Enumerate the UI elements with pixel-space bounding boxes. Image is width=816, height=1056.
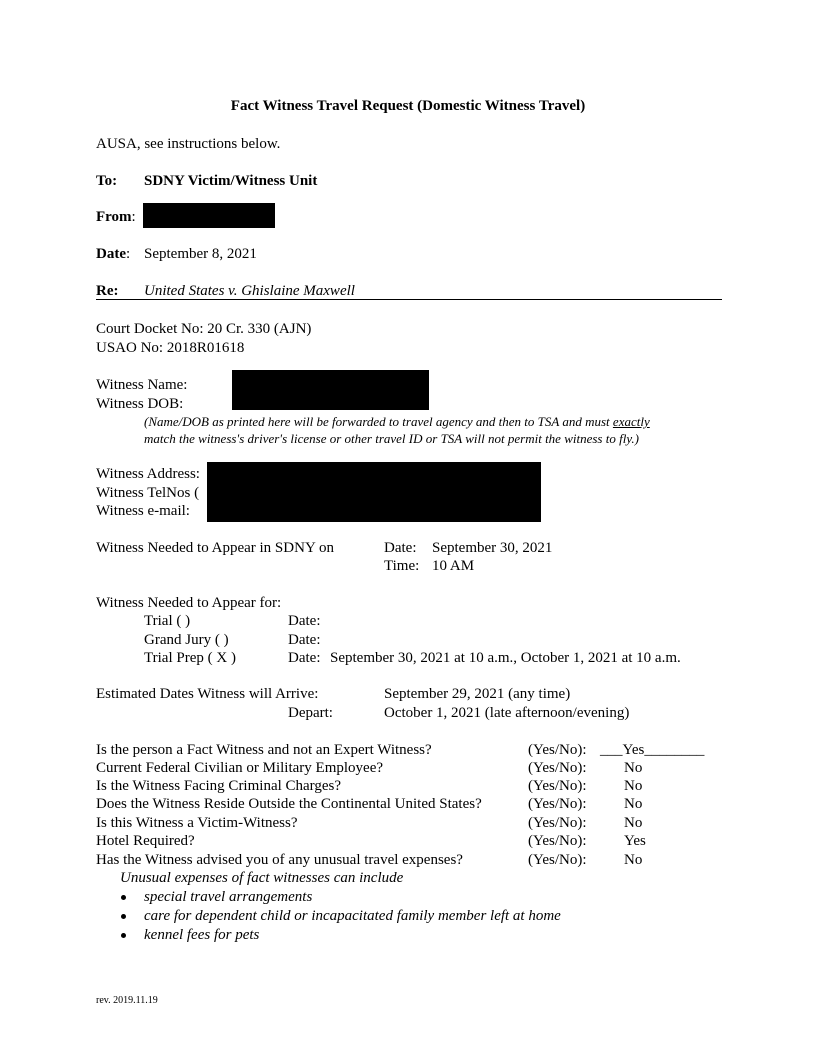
witness-tel-label: Witness TelNos (: [96, 485, 200, 501]
depart-label: Depart:: [288, 705, 333, 721]
yes-no-label: (Yes/No):: [528, 742, 587, 758]
answer-criminal-charges: No: [624, 778, 643, 794]
usao-number: USAO No: 2018R01618: [96, 340, 245, 356]
grand-jury-date-label: Date:: [288, 632, 321, 648]
yes-no-label: (Yes/No):: [528, 852, 587, 868]
question-criminal-charges: Is the Witness Facing Criminal Charges?: [96, 778, 342, 794]
answer-federal-employee: No: [624, 760, 643, 776]
from-label: From: [96, 209, 132, 225]
appear-time-value: 10 AM: [432, 558, 475, 574]
date-label: Date: [96, 246, 126, 262]
yes-no-label: (Yes/No):: [528, 778, 587, 794]
intro-text: AUSA, see instructions below.: [96, 136, 281, 152]
to-label: To:: [96, 173, 118, 189]
bullet-icon: [121, 933, 126, 938]
redaction-from: [143, 203, 275, 228]
yes-no-label: (Yes/No):: [528, 833, 587, 849]
question-outside-us: Does the Witness Reside Outside the Continental United States?: [96, 796, 482, 812]
to-value: SDNY Victim/Witness Unit: [144, 173, 318, 189]
witness-dob-label: Witness DOB:: [96, 396, 184, 412]
depart-value: October 1, 2021 (late afternoon/evening): [384, 705, 630, 721]
answer-hotel: Yes: [624, 833, 646, 849]
unusual-heading: Unusual expenses of fact witnesses can include: [120, 870, 404, 886]
answer-outside-us: No: [624, 796, 643, 812]
trial-prep-date-label: Date:: [288, 650, 321, 666]
bullet-icon: [121, 914, 126, 919]
unusual-item: care for dependent child or incapacitated family member left at home: [144, 908, 561, 924]
re-divider: [96, 299, 722, 300]
witness-email-label: Witness e-mail:: [96, 503, 190, 519]
court-docket: Court Docket No: 20 Cr. 330 (AJN): [96, 321, 312, 337]
grand-jury-label: Grand Jury ( ): [144, 632, 229, 648]
question-expert: Is the person a Fact Witness and not an Expert Witness?: [96, 742, 432, 758]
page-title: Fact Witness Travel Request (Domestic Witness Travel): [230, 98, 586, 114]
note-line-2: match the witness's driver's license or other travel ID or TSA will not permit the witness to fly.): [144, 431, 639, 446]
note-line-1: [144, 413, 650, 431]
note-line-1-text: (Name/DOB as printed here will be forwarded to travel agency and then to TSA and must: [144, 414, 613, 429]
witness-name-label: Witness Name:: [96, 377, 188, 393]
appear-date-label: Date:: [384, 540, 417, 556]
trial-label: Trial ( ): [144, 613, 191, 629]
question-unusual-expenses: Has the Witness advised you of any unusual travel expenses?: [96, 852, 463, 868]
bullet-icon: [121, 895, 126, 900]
trial-date-label: Date:: [288, 613, 321, 629]
from-colon: :: [131, 209, 136, 225]
unusual-item: special travel arrangements: [144, 889, 313, 905]
appear-time-label: Time:: [384, 558, 420, 574]
trial-prep-label: Trial Prep ( X ): [144, 650, 236, 666]
witness-address-label: Witness Address:: [96, 466, 200, 482]
note-emphasis: exactly: [612, 414, 650, 429]
yes-no-label: (Yes/No):: [528, 760, 587, 776]
answer-unusual-expenses: No: [624, 852, 643, 868]
appear-label: Witness Needed to Appear in SDNY on: [96, 540, 334, 556]
question-hotel: Hotel Required?: [96, 833, 195, 849]
redaction-contact: [207, 462, 541, 522]
re-value: United States v. Ghislaine Maxwell: [144, 283, 355, 299]
date-value: September 8, 2021: [144, 246, 257, 262]
re-label: Re:: [96, 283, 119, 299]
date-field: [96, 245, 130, 263]
unusual-item: kennel fees for pets: [144, 927, 260, 943]
answer-expert: ___Yes________: [600, 742, 705, 758]
question-victim-witness: Is this Witness a Victim-Witness?: [96, 815, 298, 831]
question-federal-employee: Current Federal Civilian or Military Employee?: [96, 760, 384, 776]
answer-victim-witness: No: [624, 815, 643, 831]
from-field: [96, 208, 136, 226]
yes-no-label: (Yes/No):: [528, 796, 587, 812]
estimated-label: Estimated Dates Witness will Arrive:: [96, 686, 319, 702]
redaction-name-dob: [232, 370, 429, 410]
yes-no-label: (Yes/No):: [528, 815, 587, 831]
trial-prep-date-value: September 30, 2021 at 10 a.m., October 1, 2021 at 10 a.m.: [330, 650, 681, 666]
revision-footer: rev. 2019.11.19: [96, 995, 158, 1006]
appear-date-value: September 30, 2021: [432, 540, 553, 556]
arrive-value: September 29, 2021 (any time): [384, 686, 571, 702]
date-colon: :: [126, 246, 131, 262]
appear-for-label: Witness Needed to Appear for:: [96, 595, 282, 611]
